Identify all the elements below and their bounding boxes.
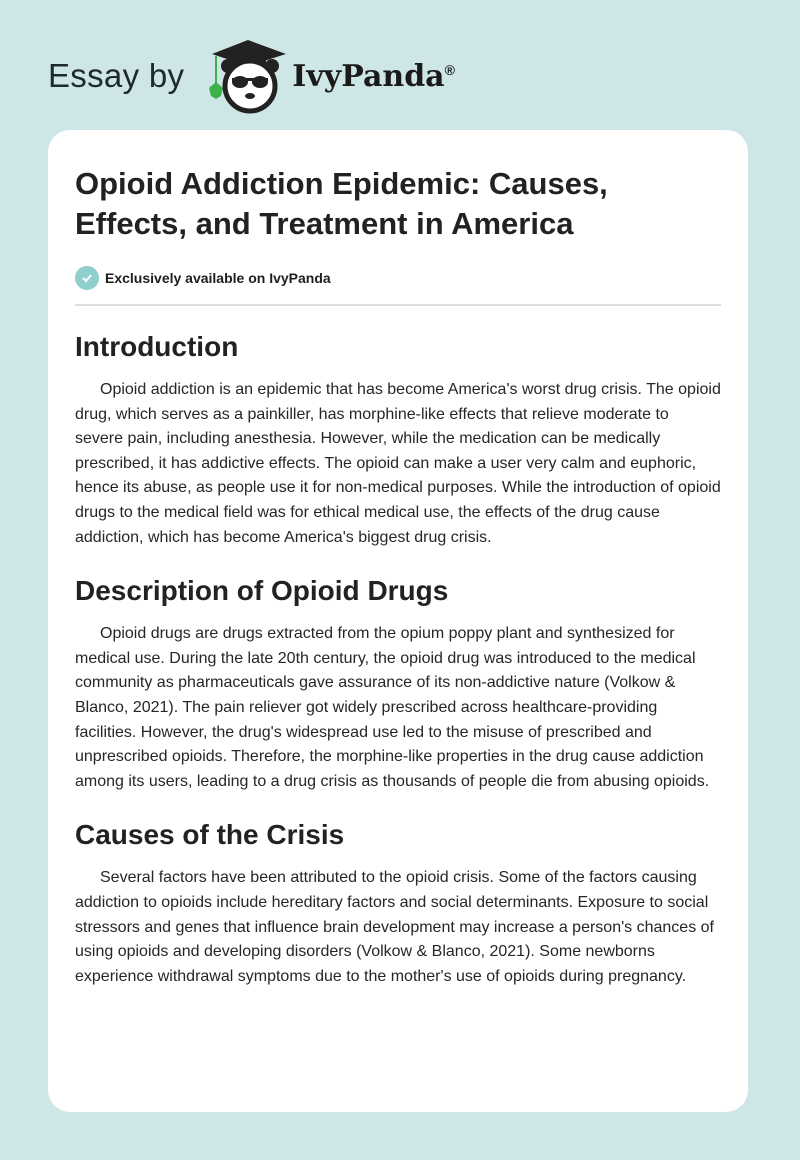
brand-name: [292, 59, 455, 94]
registered-mark: ®: [444, 61, 455, 78]
exclusive-text: Exclusively available on IvyPanda: [105, 270, 331, 286]
section-description: [75, 574, 721, 794]
essay-by-label: Essay by: [48, 57, 185, 94]
brand-header: [48, 36, 455, 116]
section-heading: Description of Opioid Drugs: [75, 575, 449, 607]
section-introduction: [75, 330, 721, 550]
essay-card: [48, 130, 748, 1112]
section-causes: [75, 818, 721, 989]
section-paragraph: Opioid drugs are drugs extracted from the opium poppy plant and synthesized for medical use. During the late 20th century, the opioid drug was introduced to the medical community as pharmaceuticals gave assurance of its non-addictive nature (Volkow & Blanco, 2021). The pain reliever got widely prescribed across healthcare-providing facilities. However, the drug's widespread use led to the misuse of prescribed and unprescribed opioids. Therefore, the morphine-like properties in the drug cause addiction among its users, leading to a drug crisis as thousands of people die from abusing opioids.: [75, 625, 710, 790]
divider: [75, 304, 721, 306]
section-paragraph: Several factors have been attributed to the opioid crisis. Some of the factors causing addiction to opioids include hereditary factors and social determinants. Exposure to social stressors and genes that influence brain development may increase a person's chances of using opioids and developing disorders (Volkow & Blanco, 2021). Some newborns experience withdrawal symptoms due to the mother's use of opioids during pregnancy.: [75, 869, 714, 985]
check-icon: [75, 266, 99, 290]
section-paragraph: Opioid addiction is an epidemic that has become America's worst drug crisis. The opioid drug, which serves as a painkiller, has morphine-like effects that relieve moderate to severe pain, including anesthesia. However, while the medication can be medically prescribed, it has addictive effects. The opioid can make a user very calm and euphoric, hence its abuse, as people use it for non-medical purposes. While the introduction of opioid drugs to the medical field was for ethical medical use, the effects of the drug cause addiction, which has become America's biggest drug crisis.: [75, 381, 721, 546]
section-heading: Causes of the Crisis: [75, 819, 345, 851]
brand-name-text: IvyPanda: [292, 58, 445, 94]
exclusive-badge: [75, 266, 721, 290]
panda-logo-icon: [204, 36, 288, 116]
page-title: Opioid Addiction Epidemic: Causes, Effects, and Treatment in America: [75, 166, 608, 241]
section-heading: Introduction: [75, 331, 239, 362]
